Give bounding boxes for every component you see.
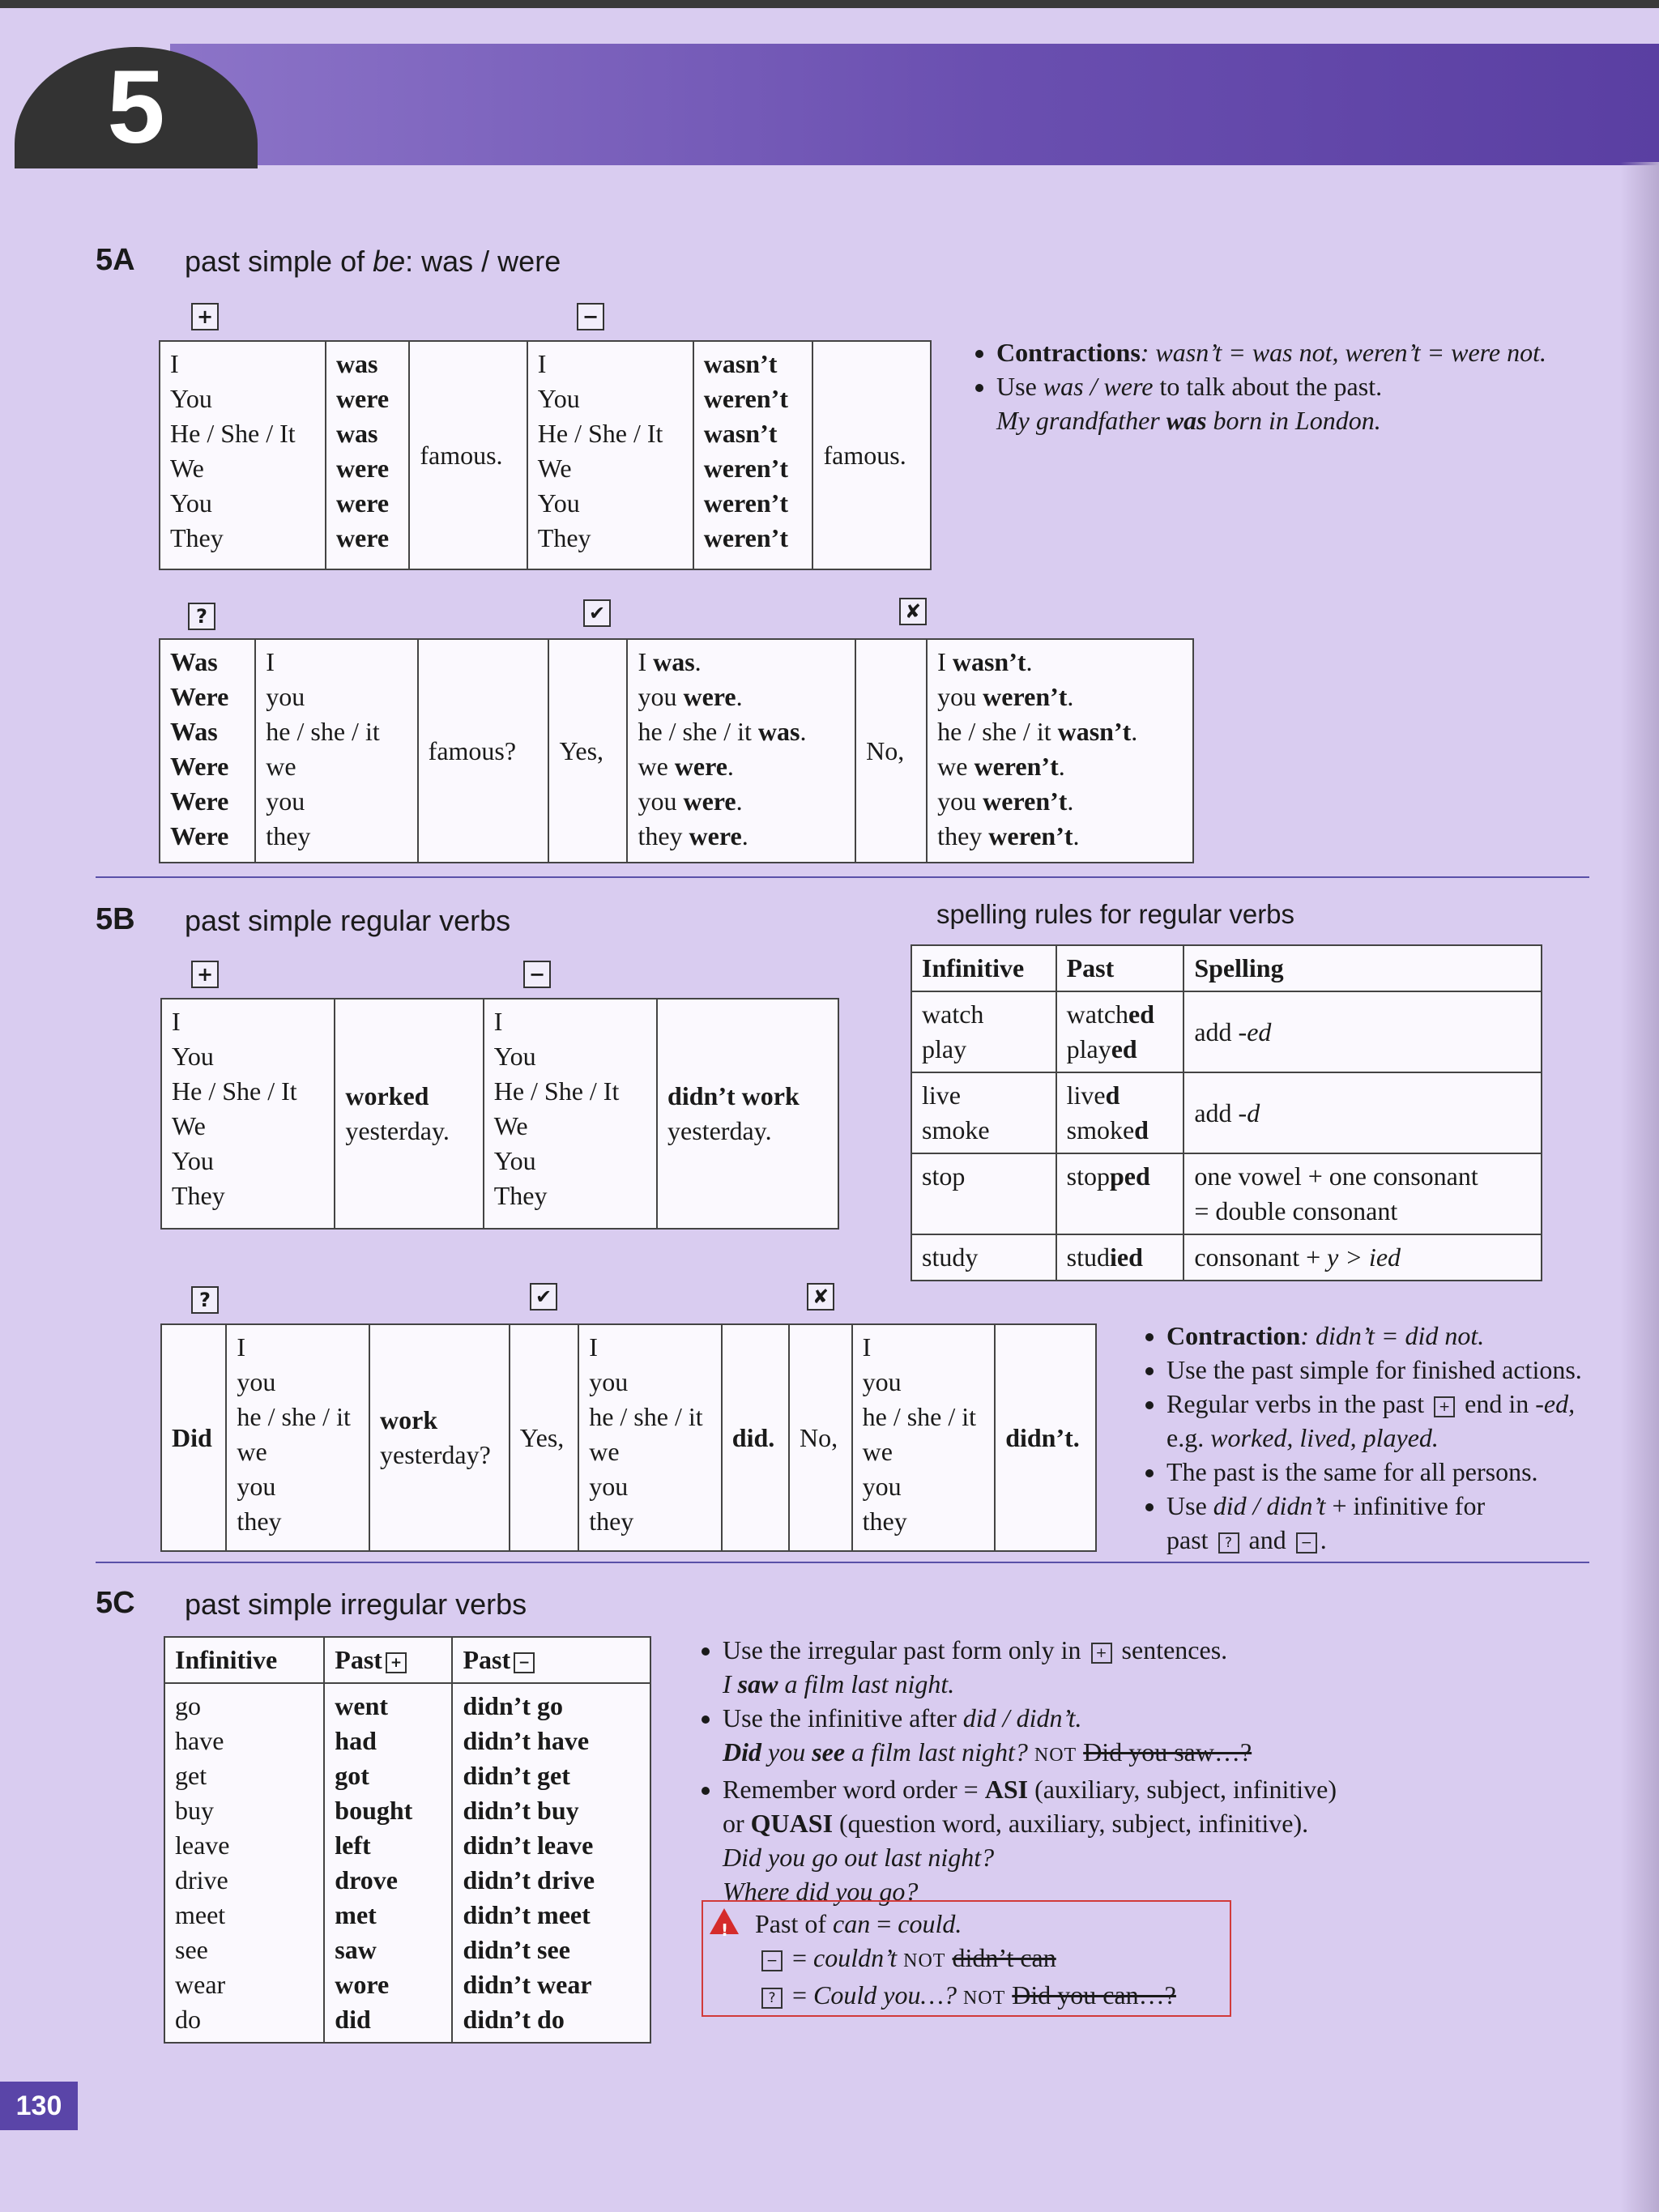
short-answer: they were.	[638, 821, 748, 850]
infinitive-cell: stop	[911, 1153, 1056, 1234]
note-use: • Use was / were to talk about the past. My grandfather was born in London.	[996, 369, 1617, 437]
question-icon: ?	[191, 1286, 219, 1314]
subject: they	[266, 821, 311, 850]
subject: I	[172, 1007, 181, 1036]
irregular-header-row	[164, 1637, 650, 1683]
was-were-question-table	[159, 638, 1194, 863]
subject: You	[172, 1146, 214, 1175]
auxiliary: Were	[170, 682, 229, 711]
positive-verbs	[326, 341, 409, 569]
verb: weren’t	[703, 384, 788, 413]
column-header: Past	[1056, 945, 1184, 991]
short-answer: you were.	[638, 786, 743, 816]
subject: We	[172, 1111, 206, 1140]
plus-icon: +	[1434, 1396, 1455, 1417]
subject: You	[170, 384, 212, 413]
top-edge	[0, 0, 1659, 8]
subject: you	[237, 1472, 276, 1501]
subject: We	[537, 454, 572, 483]
past-positive-column: went had got bought left drove met saw wore did	[324, 1683, 452, 2043]
yes-word: Yes,	[510, 1324, 578, 1551]
subject: we	[862, 1437, 893, 1466]
minus-icon: −	[761, 1950, 783, 1971]
past-cell: stopped	[1056, 1153, 1184, 1234]
short-answer: I wasn’t.	[937, 647, 1033, 676]
short-answer: you weren’t.	[937, 786, 1074, 816]
no-icon: ✘	[807, 1283, 834, 1311]
minus-icon: −	[514, 1652, 535, 1673]
subject: they	[589, 1507, 634, 1536]
question-icon: ?	[1218, 1532, 1239, 1554]
note-irregular-positive: • Use the irregular past form only in + sentences. I saw a film last night.	[723, 1633, 1594, 1701]
subject: I	[170, 349, 179, 378]
subject: He / She / It	[172, 1076, 297, 1106]
subject: we	[237, 1437, 267, 1466]
question-subjects	[255, 639, 417, 863]
subject: They	[170, 523, 224, 552]
infinitive-column: go have get buy leave drive meet see wear do	[164, 1683, 324, 2043]
section-divider	[96, 876, 1589, 878]
table-row	[911, 1072, 1542, 1153]
subject: he / she / it	[862, 1402, 977, 1431]
positive-subjects	[161, 999, 335, 1229]
negative-verb-phrase: didn’t work yesterday.	[657, 999, 838, 1229]
question-auxiliary: Did	[161, 1324, 226, 1551]
note-infinitive-after-did: • Use the infinitive after did / didn’t. Did you see a film last night? NOT Did you saw…?	[723, 1701, 1594, 1772]
subject: I	[537, 349, 547, 378]
short-answer: we weren’t.	[937, 752, 1065, 781]
question-subjects	[226, 1324, 369, 1551]
note-contractions: • Contractions: wasn’t = was not, weren’t = were not.	[996, 335, 1617, 369]
spelling-rules-table	[911, 944, 1542, 1281]
subject: You	[493, 1042, 536, 1071]
table-row	[911, 1153, 1542, 1234]
positive-complement: famous.	[409, 341, 527, 569]
section-title-5c: past simple irregular verbs	[185, 1588, 527, 1621]
subject: you	[589, 1367, 629, 1396]
subject: you	[589, 1472, 629, 1501]
column-header: Spelling	[1183, 945, 1542, 991]
subject: you	[266, 682, 305, 711]
yes-auxiliary: did.	[722, 1324, 789, 1551]
subject: We	[493, 1111, 528, 1140]
subject: we	[266, 752, 296, 781]
question-icon: ?	[188, 603, 215, 630]
verb: was	[335, 349, 378, 378]
subject: I	[862, 1332, 872, 1362]
section-title-5b: past simple regular verbs	[185, 904, 511, 937]
subject: They	[493, 1181, 548, 1210]
note-word-order: • Remember word order = ASI (auxiliary, subject, infinitive) or QUASI (question word, auxiliary, subject, infinitive). Did you go out last night? Where did you go?	[723, 1772, 1594, 1908]
could-warning-box	[702, 1900, 1231, 2017]
regular-verbs-question-table	[160, 1323, 1097, 1552]
note-finished-actions: • Use the past simple for finished actions.	[1166, 1353, 1641, 1387]
section-code-5b: 5B	[96, 902, 135, 936]
subject: We	[170, 454, 204, 483]
no-short-answers	[927, 639, 1193, 863]
verb: weren’t	[703, 488, 788, 518]
verb: were	[335, 488, 390, 518]
verb: wasn’t	[703, 419, 778, 448]
unit-banner	[170, 44, 1659, 165]
positive-icon: +	[191, 961, 219, 988]
no-word: No,	[789, 1324, 852, 1551]
note-same-for-all: • The past is the same for all persons.	[1166, 1455, 1641, 1489]
subject: I	[237, 1332, 246, 1362]
subject: you	[862, 1367, 902, 1396]
spelling-rules-title: spelling rules for regular verbs	[936, 899, 1295, 929]
question-complement: famous?	[418, 639, 549, 863]
verb: weren’t	[703, 454, 788, 483]
subject: they	[862, 1507, 907, 1536]
short-answer: you weren’t.	[937, 682, 1074, 711]
subject: He / She / It	[493, 1076, 620, 1106]
auxiliary: Were	[170, 786, 229, 816]
unit-number: 5	[15, 47, 258, 168]
section-code-5a: 5A	[96, 243, 135, 277]
auxiliary: Were	[170, 821, 229, 850]
section-code-5c: 5C	[96, 1586, 135, 1620]
note-regular-ending: • Regular verbs in the past + end in -ed, e.g. worked, lived, played.	[1166, 1387, 1641, 1455]
page-number: 130	[0, 2082, 78, 2130]
auxiliary: Were	[170, 752, 229, 781]
table-row	[911, 1234, 1542, 1281]
short-answer: he / she / it wasn’t.	[937, 717, 1138, 746]
no-subjects	[852, 1324, 996, 1551]
5c-notes	[695, 1633, 1594, 1908]
verb: wasn’t	[703, 349, 778, 378]
negative-icon: −	[577, 303, 604, 330]
past-cell: watched played	[1056, 991, 1184, 1072]
irregular-verbs-table	[164, 1636, 651, 2044]
5a-notes	[969, 335, 1617, 437]
warning-line-1: Past of can = could.	[755, 1909, 962, 1938]
warning-line-2: − = couldn’t NOT didn’t can	[711, 1941, 1222, 1978]
page-edge-shadow	[1620, 162, 1659, 2212]
question-icon: ?	[761, 1988, 783, 2009]
verb: was	[335, 419, 378, 448]
short-answer: he / she / it was.	[638, 717, 807, 746]
column-header: Past +	[324, 1637, 452, 1683]
section-divider	[96, 1562, 1589, 1563]
subject: You	[537, 488, 580, 518]
negative-verbs	[693, 341, 813, 569]
verb: were	[335, 384, 390, 413]
past-cell: lived smoked	[1056, 1072, 1184, 1153]
rule-cell: add -ed	[1183, 991, 1542, 1072]
column-header: Infinitive	[911, 945, 1056, 991]
positive-subjects	[160, 341, 326, 569]
plus-icon: +	[1091, 1643, 1112, 1664]
subject: He / She / It	[170, 419, 296, 448]
plus-icon: +	[386, 1652, 407, 1673]
subject: They	[537, 523, 591, 552]
subject: You	[170, 488, 212, 518]
past-cell: studied	[1056, 1234, 1184, 1281]
short-answer: they weren’t.	[937, 821, 1080, 850]
subject: You	[172, 1042, 214, 1071]
no-word: No,	[855, 639, 927, 863]
subject: I	[589, 1332, 598, 1362]
short-answer: I was.	[638, 647, 702, 676]
yes-short-answers	[627, 639, 855, 863]
positive-verb-phrase: worked yesterday.	[335, 999, 483, 1229]
verb: weren’t	[703, 523, 788, 552]
past-negative-column: didn’t go didn’t have didn’t get didn’t buy didn’t leave didn’t drive didn’t meet didn’t see didn’t wear didn’t do	[452, 1683, 650, 2043]
subject: They	[172, 1181, 225, 1210]
no-icon: ✘	[899, 598, 927, 625]
regular-verbs-affirmative-negative-table	[160, 998, 839, 1230]
verb: were	[335, 454, 390, 483]
subject: they	[237, 1507, 282, 1536]
section-title-5a: past simple of be: was / were	[185, 245, 561, 278]
subject: we	[589, 1437, 620, 1466]
column-header: Past −	[452, 1637, 650, 1683]
subject: you	[266, 786, 305, 816]
short-answer: you were.	[638, 682, 743, 711]
yes-subjects	[578, 1324, 722, 1551]
yes-icon: ✔	[530, 1283, 557, 1311]
note-example: My grandfather was born in London.	[996, 406, 1381, 435]
subject: he / she / it	[237, 1402, 351, 1431]
yes-word: Yes,	[548, 639, 627, 863]
verb: were	[335, 523, 390, 552]
auxiliary: Was	[170, 647, 218, 676]
subject: you	[862, 1472, 902, 1501]
rule-cell: add -d	[1183, 1072, 1542, 1153]
negative-subjects	[484, 999, 657, 1229]
question-verb-phrase: work yesterday?	[369, 1324, 510, 1551]
subject: You	[537, 384, 580, 413]
subject: you	[237, 1367, 276, 1396]
rule-cell: one vowel + one consonant = double consonant	[1183, 1153, 1542, 1234]
subject: He / She / It	[537, 419, 663, 448]
warning-icon: !	[710, 1908, 739, 1934]
subject: he / she / it	[266, 717, 380, 746]
subject: I	[266, 647, 275, 676]
positive-icon: +	[191, 303, 219, 330]
question-auxiliaries	[160, 639, 255, 863]
rule-cell: consonant + y > ied	[1183, 1234, 1542, 1281]
subject: I	[493, 1007, 503, 1036]
warning-line-3: ? = Could you…? NOT Did you can…?	[711, 1978, 1222, 2015]
short-answer: we were.	[638, 752, 734, 781]
yes-icon: ✔	[583, 599, 611, 627]
was-were-affirmative-negative-table	[159, 340, 932, 570]
infinitive-cell: watch play	[911, 991, 1056, 1072]
auxiliary: Was	[170, 717, 218, 746]
note-did-didnt: • Use did / didn’t + infinitive for past ? and − .	[1166, 1489, 1641, 1557]
infinitive-cell: study	[911, 1234, 1056, 1281]
subject: he / she / it	[589, 1402, 703, 1431]
negative-complement: famous.	[812, 341, 931, 569]
negative-icon: −	[523, 961, 551, 988]
5b-notes	[1139, 1319, 1641, 1557]
subject: You	[493, 1146, 536, 1175]
column-header: Infinitive	[164, 1637, 324, 1683]
negative-subjects	[527, 341, 693, 569]
spelling-header-row	[911, 945, 1542, 991]
infinitive-cell: live smoke	[911, 1072, 1056, 1153]
minus-icon: −	[1296, 1532, 1317, 1554]
no-auxiliary: didn’t.	[995, 1324, 1096, 1551]
note-contraction: • Contraction: didn’t = did not.	[1166, 1319, 1641, 1353]
table-row	[911, 991, 1542, 1072]
